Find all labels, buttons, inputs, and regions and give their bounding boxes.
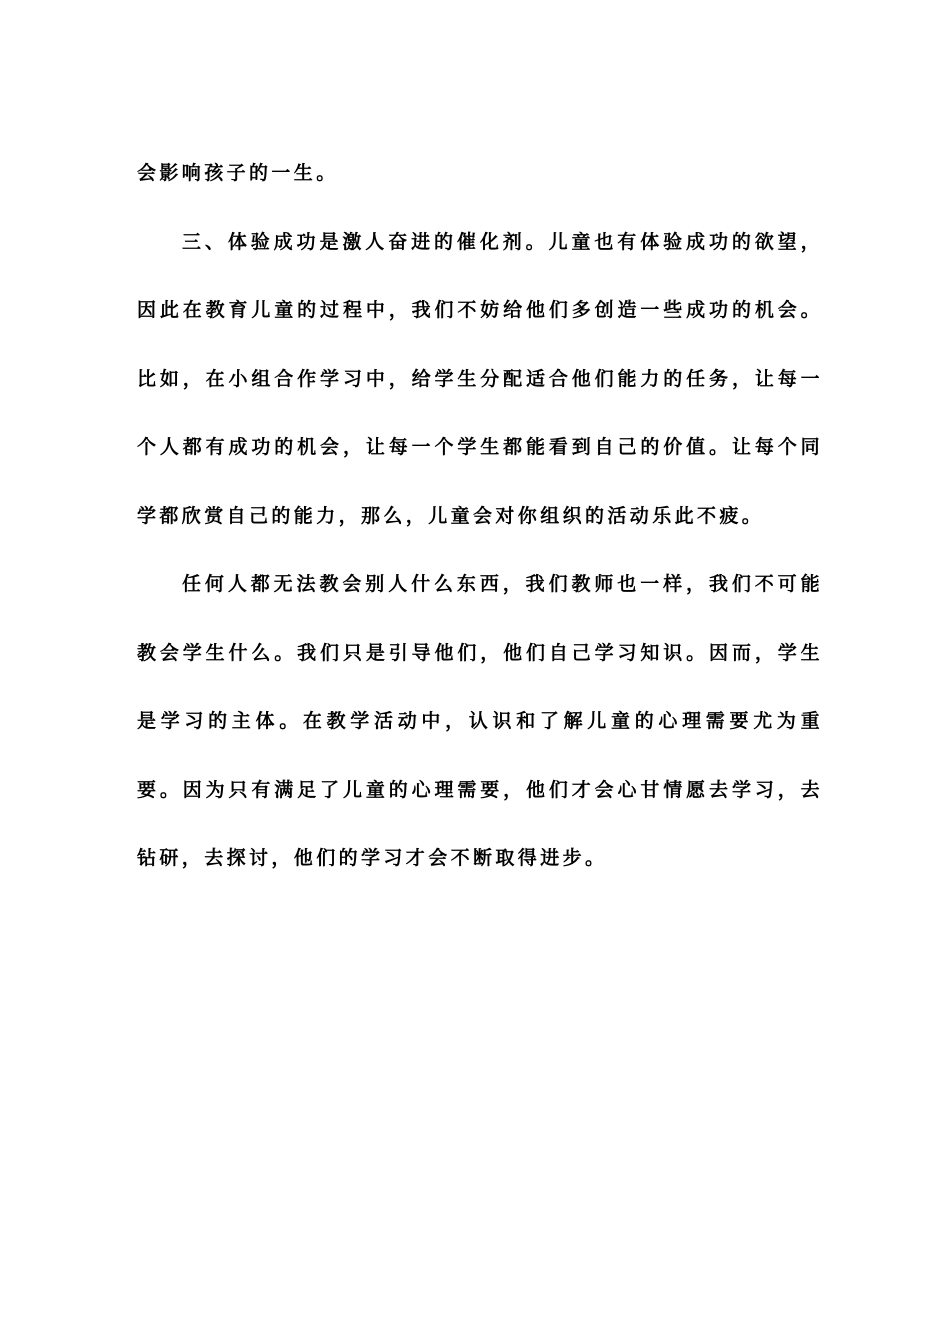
body-text: [137, 139, 823, 893]
paragraph-continuation: 会影响孩子的一生。: [137, 162, 339, 184]
paragraph-student-subject: 任何人都无法教会别人什么东西，我们教师也一样，我们不可能教会学生什么。我们只是引导他们，他们自己学习知识。因而，学生是学习的主体。在教学活动中，认识和了解儿童的心理需要尤为重要。因为只有满足了儿童的心理需要，他们才会心甘情愿去学习，去钻研，去探讨，他们的学习才会不断取得进步。: [137, 573, 823, 869]
paragraph-success-experience: 三、体验成功是激人奋进的催化剂。儿童也有体验成功的欲望，因此在教育儿童的过程中，我们不妨给他们多创造一些成功的机会。比如，在小组合作学习中，给学生分配适合他们能力的任务，让每一个人都有成功的机会，让每一个学生都能看到自己的价值。让每个同学都欣赏自己的能力，那么，儿童会对你组织的活动乐此不疲。: [137, 230, 823, 527]
